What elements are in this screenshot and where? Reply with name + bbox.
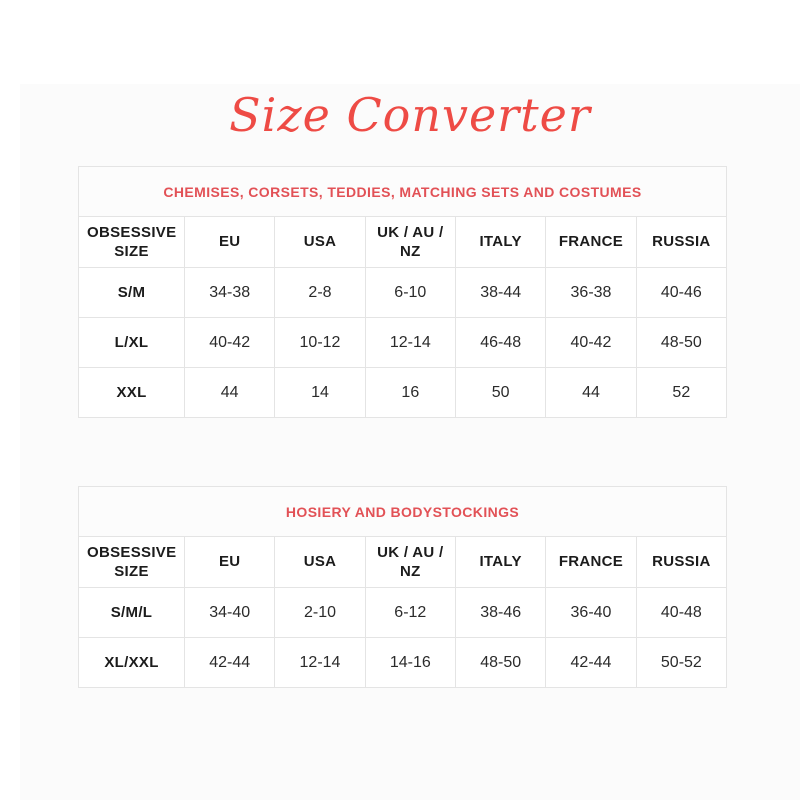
table-caption-row bbox=[79, 167, 727, 217]
size-value-cell: 42-44 bbox=[546, 638, 636, 688]
size-label-cell: L/XL bbox=[79, 318, 185, 368]
column-header-eu: EU bbox=[185, 217, 275, 268]
size-value-cell: 6-12 bbox=[365, 588, 455, 638]
chemises-size-table bbox=[78, 166, 727, 418]
size-value-cell: 10-12 bbox=[275, 318, 365, 368]
size-value-cell: 46-48 bbox=[455, 318, 545, 368]
size-label-cell: S/M bbox=[79, 268, 185, 318]
size-value-cell: 44 bbox=[185, 368, 275, 418]
column-header-eu: EU bbox=[185, 537, 275, 588]
table-header-row bbox=[79, 217, 727, 268]
column-header-russia: RUSSIA bbox=[636, 537, 726, 588]
size-label-cell: XXL bbox=[79, 368, 185, 418]
size-value-cell: 52 bbox=[636, 368, 726, 418]
column-header-italy: ITALY bbox=[455, 217, 545, 268]
size-value-cell: 36-38 bbox=[546, 268, 636, 318]
column-header-obsessive-size: OBSESSIVE SIZE bbox=[79, 537, 185, 588]
page-title: Size Converter bbox=[229, 88, 591, 142]
column-header-usa: USA bbox=[275, 537, 365, 588]
size-value-cell: 48-50 bbox=[636, 318, 726, 368]
size-value-cell: 36-40 bbox=[546, 588, 636, 638]
column-header-italy: ITALY bbox=[455, 537, 545, 588]
size-value-cell: 2-10 bbox=[275, 588, 365, 638]
column-header-obsessive-size: OBSESSIVE SIZE bbox=[79, 217, 185, 268]
column-header-france: FRANCE bbox=[546, 217, 636, 268]
table-row bbox=[79, 588, 727, 638]
size-value-cell: 14-16 bbox=[365, 638, 455, 688]
size-value-cell: 44 bbox=[546, 368, 636, 418]
size-value-cell: 42-44 bbox=[185, 638, 275, 688]
table-row bbox=[79, 638, 727, 688]
table-caption: CHEMISES, CORSETS, TEDDIES, MATCHING SETS AND COSTUMES bbox=[79, 167, 727, 217]
table-row bbox=[79, 368, 727, 418]
size-value-cell: 2-8 bbox=[275, 268, 365, 318]
size-value-cell: 40-42 bbox=[185, 318, 275, 368]
size-value-cell: 40-42 bbox=[546, 318, 636, 368]
size-value-cell: 16 bbox=[365, 368, 455, 418]
column-header-france: FRANCE bbox=[546, 537, 636, 588]
hosiery-size-table bbox=[78, 486, 727, 688]
size-label-cell: S/M/L bbox=[79, 588, 185, 638]
content-panel bbox=[20, 84, 800, 800]
size-value-cell: 12-14 bbox=[275, 638, 365, 688]
size-value-cell: 38-46 bbox=[455, 588, 545, 638]
size-value-cell: 34-38 bbox=[185, 268, 275, 318]
size-value-cell: 14 bbox=[275, 368, 365, 418]
column-header-uk-au-nz: UK / AU / NZ bbox=[365, 537, 455, 588]
table-row bbox=[79, 318, 727, 368]
size-value-cell: 40-48 bbox=[636, 588, 726, 638]
size-value-cell: 34-40 bbox=[185, 588, 275, 638]
size-value-cell: 40-46 bbox=[636, 268, 726, 318]
size-value-cell: 48-50 bbox=[455, 638, 545, 688]
column-header-usa: USA bbox=[275, 217, 365, 268]
table-row bbox=[79, 268, 727, 318]
table-header-row bbox=[79, 537, 727, 588]
table-caption-row bbox=[79, 487, 727, 537]
size-label-cell: XL/XXL bbox=[79, 638, 185, 688]
size-value-cell: 6-10 bbox=[365, 268, 455, 318]
size-value-cell: 50-52 bbox=[636, 638, 726, 688]
table-caption: HOSIERY AND BODYSTOCKINGS bbox=[79, 487, 727, 537]
column-header-russia: RUSSIA bbox=[636, 217, 726, 268]
size-value-cell: 50 bbox=[455, 368, 545, 418]
column-header-uk-au-nz: UK / AU / NZ bbox=[365, 217, 455, 268]
size-value-cell: 38-44 bbox=[455, 268, 545, 318]
size-value-cell: 12-14 bbox=[365, 318, 455, 368]
